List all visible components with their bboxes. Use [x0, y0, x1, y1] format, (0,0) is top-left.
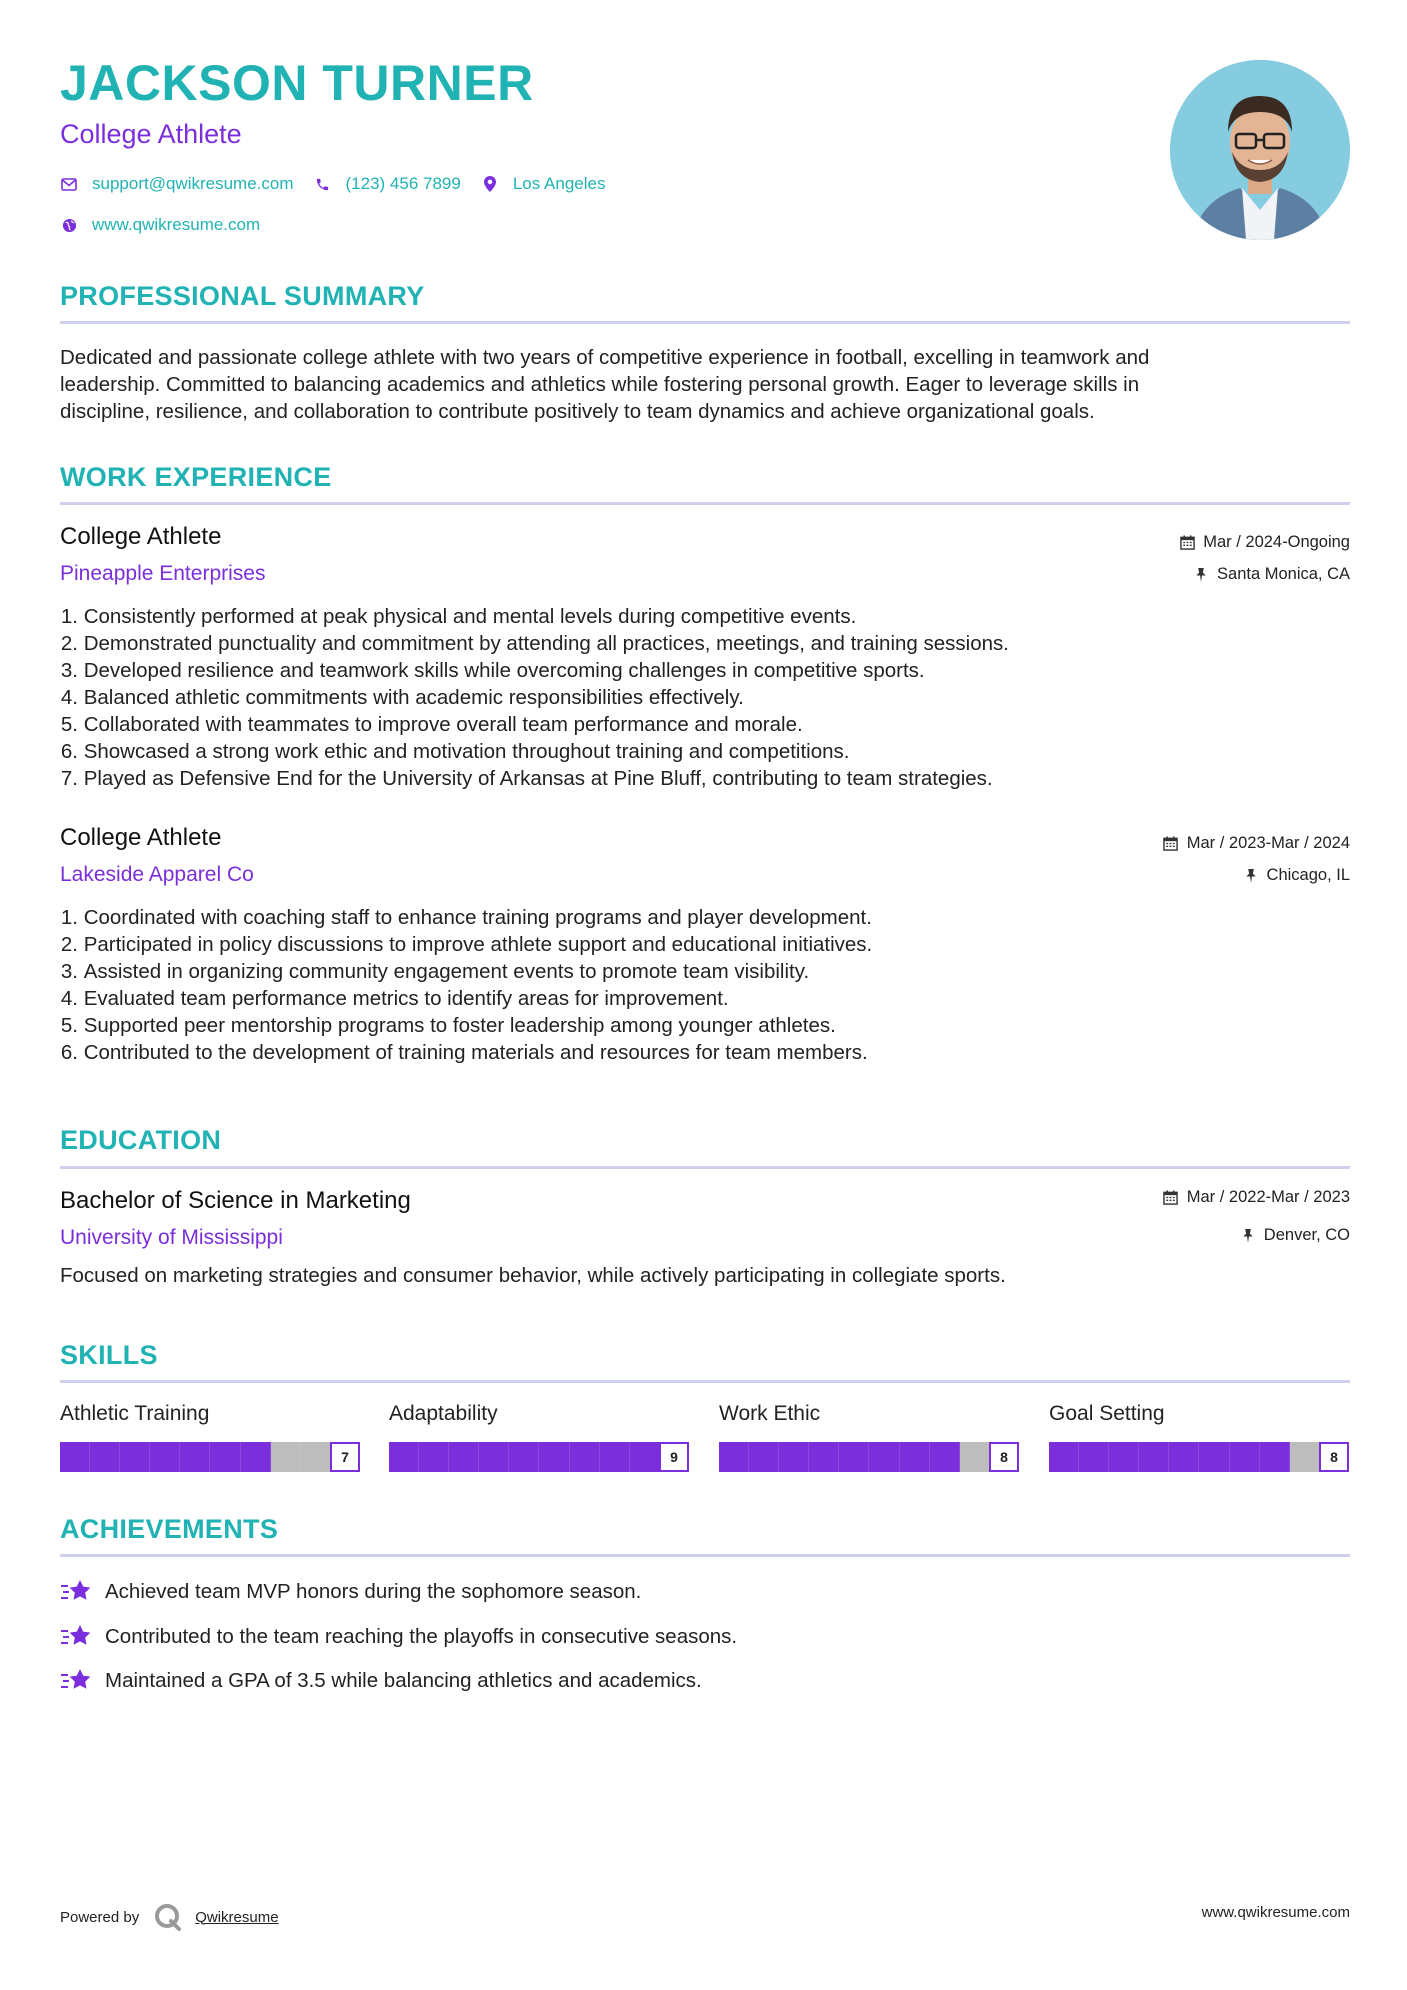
summary-line: discipline, resilience, and collaboration to contribute positively to team dynamics and achieve organizational goals. — [60, 400, 1095, 423]
list-item: 7. Played as Defensive End for the University of Arkansas at Pine Bluff, contributing to team strategies. — [60, 767, 993, 790]
list-item: 1. Consistently performed at peak physical and mental levels during competitive events. — [60, 605, 857, 628]
list-item: 2. Participated in policy discussions to improve athlete support and educational initiatives. — [60, 933, 873, 956]
education-degree: Bachelor of Science in Marketing — [60, 1187, 411, 1214]
list-item: 3. Developed resilience and teamwork skills while overcoming challenges in competitive sports. — [60, 659, 925, 682]
pin-icon — [1240, 1228, 1256, 1244]
skill-segment-filled — [779, 1442, 809, 1472]
contact-row-primary — [60, 174, 625, 194]
globe-icon — [60, 216, 78, 234]
skill-segment-filled — [1109, 1442, 1139, 1472]
job-dates-text: Mar / 2024-Ongoing — [1203, 533, 1350, 551]
skill-segment-filled — [180, 1442, 210, 1472]
phone-icon — [314, 175, 332, 193]
education-location — [1240, 1226, 1350, 1245]
education-description: Focused on marketing strategies and consumer behavior, while actively participating in collegiate sports. — [60, 1264, 1006, 1287]
job-bullet-list — [50, 904, 872, 1066]
job-dates-text: Mar / 2023-Mar / 2024 — [1186, 834, 1350, 852]
summary-line: Dedicated and passionate college athlete with two years of competitive experience in football, excelling in teamwork and — [60, 346, 1150, 369]
list-item: 6. Contributed to the development of training materials and resources for team members. — [60, 1041, 868, 1064]
website-link[interactable]: www.qwikresume.com — [92, 215, 261, 234]
star-icon — [60, 1577, 92, 1607]
summary-line: leadership. Committed to balancing academics and athletics while fostering personal growth. Eager to leverage skills in — [60, 373, 1140, 396]
job-location-text: Chicago, IL — [1266, 866, 1350, 884]
skill-segment-filled — [539, 1442, 569, 1472]
job-bullet-list — [50, 603, 1009, 792]
job-location-text: Santa Monica, CA — [1217, 565, 1350, 583]
job-title: College Athlete — [60, 523, 222, 550]
education-location-text: Denver, CO — [1263, 1226, 1350, 1244]
skill-name: Adaptability — [389, 1402, 498, 1425]
list-item: 3. Assisted in organizing community engagement events to promote team visibility. — [60, 960, 810, 983]
skill-segment-filled — [1049, 1442, 1079, 1472]
skill-level-bar — [60, 1442, 360, 1472]
section-divider — [60, 1166, 1350, 1169]
education-dates — [1163, 1188, 1350, 1207]
skill-name: Work Ethic — [719, 1402, 821, 1425]
skill-segment-filled — [120, 1442, 150, 1472]
footer-branding — [60, 1902, 279, 1932]
skill-item — [60, 1402, 360, 1465]
list-item: 4. Balanced athletic commitments with academic responsibilities effectively. — [60, 686, 744, 709]
skill-segment-filled — [570, 1442, 600, 1472]
section-divider — [60, 502, 1350, 505]
skill-name: Athletic Training — [60, 1402, 210, 1425]
qwikresume-logo-icon — [153, 1902, 183, 1932]
section-title-skills: SKILLS — [60, 1340, 158, 1370]
calendar-icon — [1163, 836, 1179, 852]
calendar-icon — [1179, 535, 1195, 551]
pin-icon — [1243, 868, 1259, 884]
phone-text[interactable]: (123) 456 7899 — [345, 174, 461, 193]
skill-level-bar — [719, 1442, 1019, 1472]
skill-level-value: 8 — [989, 1442, 1019, 1472]
skill-segment-filled — [210, 1442, 240, 1472]
education-school: University of Mississippi — [60, 1226, 283, 1249]
skill-segment-filled — [900, 1442, 930, 1472]
skill-segment-filled — [1230, 1442, 1260, 1472]
skill-segment-empty — [960, 1442, 990, 1472]
skill-segment-filled — [241, 1442, 271, 1472]
job-company: Pineapple Enterprises — [60, 562, 266, 585]
skill-item — [389, 1402, 689, 1465]
skill-segment-filled — [1260, 1442, 1290, 1472]
skill-segment-filled — [749, 1442, 779, 1472]
list-item: 4. Evaluated team performance metrics to identify areas for improvement. — [60, 987, 729, 1010]
powered-by-text: Powered by — [60, 1908, 140, 1926]
skill-segment-empty — [271, 1442, 301, 1472]
skill-segment-empty — [1290, 1442, 1320, 1472]
calendar-icon — [1163, 1190, 1179, 1206]
achievement-text: Maintained a GPA of 3.5 while balancing athletics and academics. — [105, 1669, 702, 1692]
location-pin-icon — [481, 175, 499, 193]
skill-level-value: 8 — [1319, 1442, 1349, 1472]
skill-segment-filled — [930, 1442, 960, 1472]
job-title: College Athlete — [60, 824, 222, 851]
skill-level-value: 7 — [330, 1442, 360, 1472]
profile-photo — [1170, 60, 1350, 240]
skill-segment-filled — [150, 1442, 180, 1472]
achievement-item — [60, 1666, 702, 1696]
email-icon — [60, 175, 78, 193]
section-title-education: EDUCATION — [60, 1125, 222, 1155]
section-title-summary: PROFESSIONAL SUMMARY — [60, 281, 425, 311]
achievement-text: Achieved team MVP honors during the sophomore season. — [105, 1580, 642, 1603]
skill-segment-filled — [809, 1442, 839, 1472]
skill-item — [1049, 1402, 1349, 1465]
list-item: 2. Demonstrated punctuality and commitment by attending all practices, meetings, and training sessions. — [60, 632, 1009, 655]
section-divider — [60, 1380, 1350, 1383]
skill-segment-filled — [869, 1442, 899, 1472]
skill-segment-filled — [630, 1442, 660, 1472]
skill-segment-filled — [479, 1442, 509, 1472]
skill-segment-filled — [719, 1442, 749, 1472]
summary-text — [60, 344, 1350, 425]
section-divider — [60, 321, 1350, 324]
skill-segment-filled — [1139, 1442, 1169, 1472]
list-item: 5. Collaborated with teammates to improve overall team performance and morale. — [60, 713, 803, 736]
job-location — [1243, 866, 1350, 885]
list-item: 6. Showcased a strong work ethic and motivation throughout training and competitions. — [60, 740, 850, 763]
skill-segment-filled — [839, 1442, 869, 1472]
skill-item — [719, 1402, 1019, 1465]
skill-level-value: 9 — [659, 1442, 689, 1472]
achievement-item — [60, 1577, 641, 1607]
skill-level-bar — [389, 1442, 689, 1472]
skill-segment-filled — [600, 1442, 630, 1472]
location-text: Los Angeles — [512, 174, 606, 193]
skill-segment-filled — [509, 1442, 539, 1472]
skill-segment-filled — [1199, 1442, 1229, 1472]
skill-segment-filled — [419, 1442, 449, 1472]
section-title-achievements: ACHIEVEMENTS — [60, 1514, 279, 1544]
achievement-text: Contributed to the team reaching the playoffs in consecutive seasons. — [105, 1625, 738, 1648]
skill-name: Goal Setting — [1049, 1402, 1165, 1425]
job-dates — [1179, 533, 1350, 552]
contact-row-secondary — [60, 215, 280, 235]
skill-segment-filled — [389, 1442, 419, 1472]
list-item: 1. Coordinated with coaching staff to enhance training programs and player development. — [60, 906, 872, 929]
star-icon — [60, 1622, 92, 1652]
star-icon — [60, 1666, 92, 1696]
education-dates-text: Mar / 2022-Mar / 2023 — [1186, 1188, 1350, 1206]
job-dates — [1163, 834, 1350, 853]
job-location — [1193, 565, 1350, 584]
pin-icon — [1193, 567, 1209, 583]
email-link[interactable]: support@qwikresume.com — [92, 174, 294, 193]
skill-segment-filled — [90, 1442, 120, 1472]
skill-segment-filled — [1079, 1442, 1109, 1472]
skill-segment-empty — [301, 1442, 331, 1472]
candidate-role: College Athlete — [60, 119, 242, 149]
section-title-experience: WORK EXPERIENCE — [60, 462, 332, 492]
skill-segment-filled — [449, 1442, 479, 1472]
section-divider — [60, 1554, 1350, 1557]
qwikresume-link[interactable]: Qwikresume — [195, 1908, 279, 1926]
skill-segment-filled — [60, 1442, 90, 1472]
skill-level-bar — [1049, 1442, 1349, 1472]
job-company: Lakeside Apparel Co — [60, 863, 254, 886]
list-item: 5. Supported peer mentorship programs to foster leadership among younger athletes. — [60, 1014, 836, 1037]
candidate-name: JACKSON TURNER — [60, 55, 534, 111]
skill-segment-filled — [1169, 1442, 1199, 1472]
achievement-item — [60, 1622, 737, 1652]
footer-website-link[interactable]: www.qwikresume.com — [1201, 1904, 1350, 1921]
